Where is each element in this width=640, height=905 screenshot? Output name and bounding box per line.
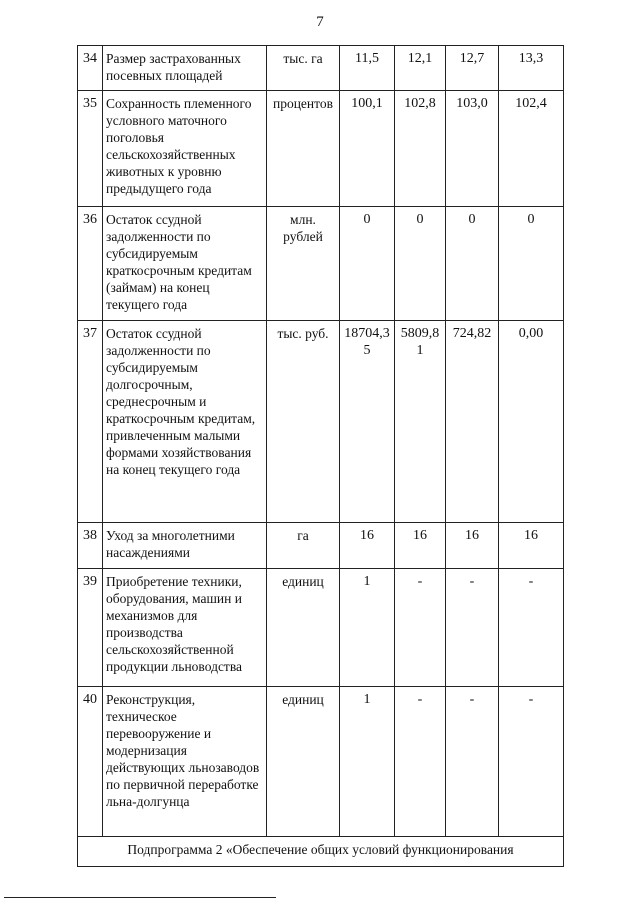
value-cell: 0	[340, 207, 395, 321]
value-cell: 1	[340, 687, 395, 837]
table-row	[78, 91, 564, 207]
indicator-name: Остаток ссудной задолженности по субсидируемым краткосрочным кредитам (займам) на конец текущего года	[103, 207, 267, 321]
value-cell: 724,82	[446, 321, 499, 523]
value-cell: 11,5	[340, 46, 395, 91]
value-cell: 12,1	[395, 46, 446, 91]
value-cell: 0	[499, 207, 564, 321]
value-cell: 0	[446, 207, 499, 321]
unit-cell: млн. рублей	[267, 207, 340, 321]
row-number: 37	[78, 321, 103, 523]
indicator-name: Размер застрахованных посевных площадей	[103, 46, 267, 91]
unit-cell: процентов	[267, 91, 340, 207]
table-row	[78, 523, 564, 569]
table-row	[78, 207, 564, 321]
value-cell: 0	[395, 207, 446, 321]
table-row	[78, 46, 564, 91]
unit-cell: единиц	[267, 569, 340, 687]
value-cell: -	[446, 569, 499, 687]
page-number: 7	[316, 14, 324, 30]
subprogram-title: Подпрограмма 2 «Обеспечение общих условий функционирования	[78, 837, 564, 867]
value-cell: -	[395, 569, 446, 687]
subprogram-row	[78, 837, 564, 867]
unit-cell: тыс. га	[267, 46, 340, 91]
row-number: 40	[78, 687, 103, 837]
indicator-name: Сохранность племенного условного маточного поголовья сельскохозяйственных животных к уровню предыдущего года	[103, 91, 267, 207]
value-cell: 16	[446, 523, 499, 569]
row-number: 36	[78, 207, 103, 321]
indicator-name: Реконструкция, техническое перевооружение и модернизация действующих льнозаводов по первичной переработке льна-долгунца	[103, 687, 267, 837]
value-cell: 100,1	[340, 91, 395, 207]
row-number: 34	[78, 46, 103, 91]
value-cell: 5809,81	[395, 321, 446, 523]
value-cell: -	[499, 687, 564, 837]
value-cell: 103,0	[446, 91, 499, 207]
value-cell: 102,8	[395, 91, 446, 207]
value-cell: 1	[340, 569, 395, 687]
row-number: 38	[78, 523, 103, 569]
indicator-name: Приобретение техники, оборудования, машин и механизмов для производства сельскохозяйственной продукции льноводства	[103, 569, 267, 687]
value-cell: 16	[395, 523, 446, 569]
row-number: 39	[78, 569, 103, 687]
row-number: 35	[78, 91, 103, 207]
indicators-table	[77, 45, 564, 867]
unit-cell: тыс. руб.	[267, 321, 340, 523]
value-cell: 16	[340, 523, 395, 569]
footnote-divider	[4, 897, 276, 898]
value-cell: 18704,35	[340, 321, 395, 523]
value-cell: -	[446, 687, 499, 837]
table-row	[78, 687, 564, 837]
value-cell: -	[395, 687, 446, 837]
unit-cell: га	[267, 523, 340, 569]
indicator-name: Остаток ссудной задолженности по субсидируемым долгосрочным, среднесрочным и краткосрочным кредитам, привлеченным малыми формами хозяйствования на конец текущего года	[103, 321, 267, 523]
value-cell: 0,00	[499, 321, 564, 523]
value-cell: 12,7	[446, 46, 499, 91]
value-cell: -	[499, 569, 564, 687]
unit-cell: единиц	[267, 687, 340, 837]
table-row	[78, 321, 564, 523]
indicator-name: Уход за многолетними насаждениями	[103, 523, 267, 569]
value-cell: 102,4	[499, 91, 564, 207]
table-row	[78, 569, 564, 687]
value-cell: 16	[499, 523, 564, 569]
value-cell: 13,3	[499, 46, 564, 91]
